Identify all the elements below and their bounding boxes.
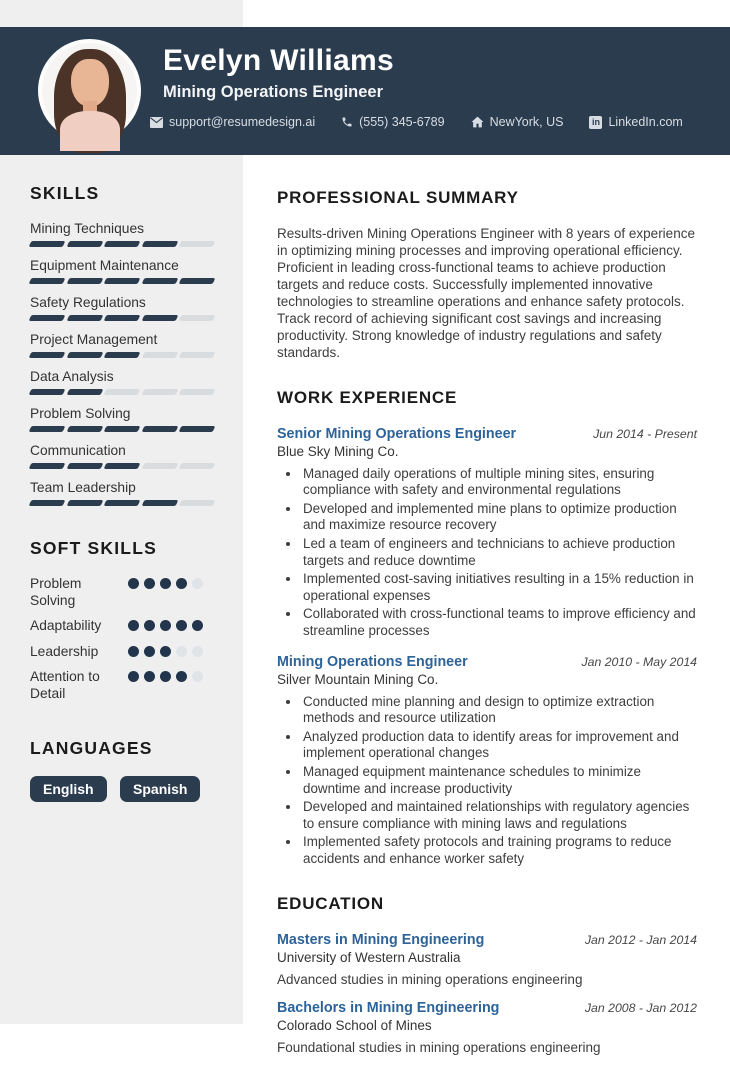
languages-section: [30, 738, 214, 802]
person-name: Evelyn Williams: [163, 44, 394, 77]
job-bullet: • Analyzed production data to identify areas for improvement and implement operational changes: [301, 729, 697, 762]
education-entry: [277, 1000, 697, 1055]
skill-label: Data Analysis: [30, 369, 114, 384]
person-job-title: Mining Operations Engineer: [163, 83, 384, 101]
job-bullet: • Implemented cost-saving initiatives resulting in a 15% reduction in operational expenses: [301, 571, 697, 604]
skill-label: Safety Regulations: [30, 295, 146, 310]
skill-bar: [30, 278, 214, 284]
soft-skill-dots: [128, 618, 203, 631]
main-column: [277, 188, 697, 1068]
degree-description: Advanced studies in mining operations engineering: [277, 971, 583, 987]
language-pill: Spanish: [120, 776, 200, 802]
location-text: NewYork, US: [489, 115, 564, 129]
skill-item: [30, 369, 214, 395]
job-bullet: • Developed and implemented mine plans to optimize production and maximize resource recovery: [301, 501, 697, 534]
skill-item: [30, 406, 214, 432]
contact-email: [150, 115, 315, 129]
skill-label: Team Leadership: [30, 480, 136, 495]
experience-heading: WORK EXPERIENCE: [277, 387, 458, 407]
avatar-blouse: [60, 111, 120, 151]
degree-dates: Jan 2012 - Jan 2014: [584, 932, 697, 947]
skill-label: Mining Techniques: [30, 221, 145, 236]
skill-item: [30, 332, 214, 358]
degree-dates: Jan 2008 - Jan 2012: [584, 1000, 697, 1015]
linkedin-icon: in: [589, 116, 602, 129]
soft-skills-heading: SOFT SKILLS: [30, 538, 157, 558]
skill-bar: [30, 426, 214, 432]
job-bullet: • Managed equipment maintenance schedules to minimize downtime and increase productivity: [301, 764, 697, 797]
soft-skill-label: Leadership: [30, 643, 99, 659]
skill-bar: [30, 241, 214, 247]
job-company: Blue Sky Mining Co.: [277, 443, 399, 459]
degree-description: Foundational studies in mining operations engineering: [277, 1039, 601, 1055]
degree-title: Bachelors in Mining Engineering: [277, 999, 500, 1016]
job-dates: Jan 2010 - May 2014: [581, 654, 697, 669]
job-bullet: • Developed and maintained relationships with regulatory agencies to ensure compliance with mining laws and regulations: [301, 799, 697, 832]
email-icon: [150, 117, 163, 128]
skill-label: Equipment Maintenance: [30, 258, 179, 273]
avatar: [38, 39, 141, 142]
soft-skill-label: Attention to Detail: [30, 669, 100, 701]
job-title: Mining Operations Engineer: [277, 653, 468, 670]
skills-heading: SKILLS: [30, 183, 100, 203]
skill-item: [30, 258, 214, 284]
education-section: [277, 894, 697, 1055]
skill-item: [30, 480, 214, 506]
skill-label: Problem Solving: [30, 406, 131, 421]
languages-heading: LANGUAGES: [30, 738, 153, 759]
linkedin-text: LinkedIn.com: [608, 115, 683, 129]
education-entry: [277, 932, 697, 987]
job-bullet: • Managed daily operations of multiple mining sites, ensuring compliance with safety and environmental regulations: [301, 466, 697, 499]
soft-skill-dots: [128, 644, 203, 657]
soft-skill-row: [30, 669, 214, 702]
avatar-face: [71, 59, 109, 107]
job-dates: Jun 2014 - Present: [593, 426, 697, 441]
skill-item: [30, 443, 214, 469]
job-entry: [277, 654, 697, 868]
language-pill: English: [30, 776, 107, 802]
soft-skills-section: [30, 538, 214, 702]
degree-title: Masters in Mining Engineering: [277, 931, 485, 948]
email-text: support@resumedesign.ai: [169, 115, 316, 129]
soft-skill-row: [30, 644, 214, 661]
skill-bar: [30, 315, 214, 321]
soft-skill-label: Adaptability: [30, 618, 102, 634]
soft-skill-label: Problem Solving: [30, 576, 82, 608]
soft-skill-row: [30, 618, 214, 635]
job-bullet: • Implemented safety protocols and training programs to reduce accidents and enhance worker safety: [301, 834, 697, 867]
summary-heading: PROFESSIONAL SUMMARY: [277, 188, 519, 207]
phone-text: (555) 345-6789: [359, 115, 445, 129]
skill-label: Communication: [30, 443, 126, 458]
soft-skill-dots: [128, 576, 203, 589]
job-bullets: [301, 694, 697, 868]
job-bullet: • Conducted mine planning and design to optimize extraction methods and resource utilization: [301, 694, 697, 727]
summary-text: Results-driven Mining Operations Engineer with 8 years of experience in optimizing mining processes and improving operational efficiency. Proficient in leading cross-functional teams to achieve production targets and reduce costs. Successfully implemented innovative technologies to streamline operations and enhance safety protocols. Track record of achieving significant cost savings and increasing productivity. Strong knowledge of industry regulations and safety standards.: [277, 226, 695, 360]
contact-linkedin: [589, 115, 682, 129]
job-bullets: [301, 466, 697, 640]
skill-item: [30, 295, 214, 321]
skill-item: [30, 221, 214, 247]
education-heading: EDUCATION: [277, 893, 384, 913]
soft-skill-dots: [128, 669, 203, 682]
sidebar: [30, 183, 214, 802]
contact-location: [471, 115, 564, 129]
contact-row: [150, 115, 683, 129]
skill-label: Project Management: [30, 332, 158, 347]
skill-bar: [30, 389, 214, 395]
phone-icon: [341, 116, 353, 128]
contact-phone: [341, 115, 444, 129]
job-company: Silver Mountain Mining Co.: [277, 671, 439, 687]
soft-skill-row: [30, 576, 214, 609]
job-bullet: • Led a team of engineers and technicians to achieve production targets and reduce downtime: [301, 536, 697, 569]
school-name: Colorado School of Mines: [277, 1017, 432, 1033]
header-band: [0, 27, 730, 155]
skill-bar: [30, 352, 214, 358]
school-name: University of Western Australia: [277, 949, 461, 965]
experience-section: [277, 388, 697, 868]
home-icon: [471, 116, 484, 128]
job-entry: [277, 426, 697, 640]
skill-bar: [30, 463, 214, 469]
skill-bar: [30, 500, 214, 506]
job-bullet: • Collaborated with cross-functional teams to improve efficiency and streamline processes: [301, 606, 697, 639]
job-title: Senior Mining Operations Engineer: [277, 425, 517, 442]
